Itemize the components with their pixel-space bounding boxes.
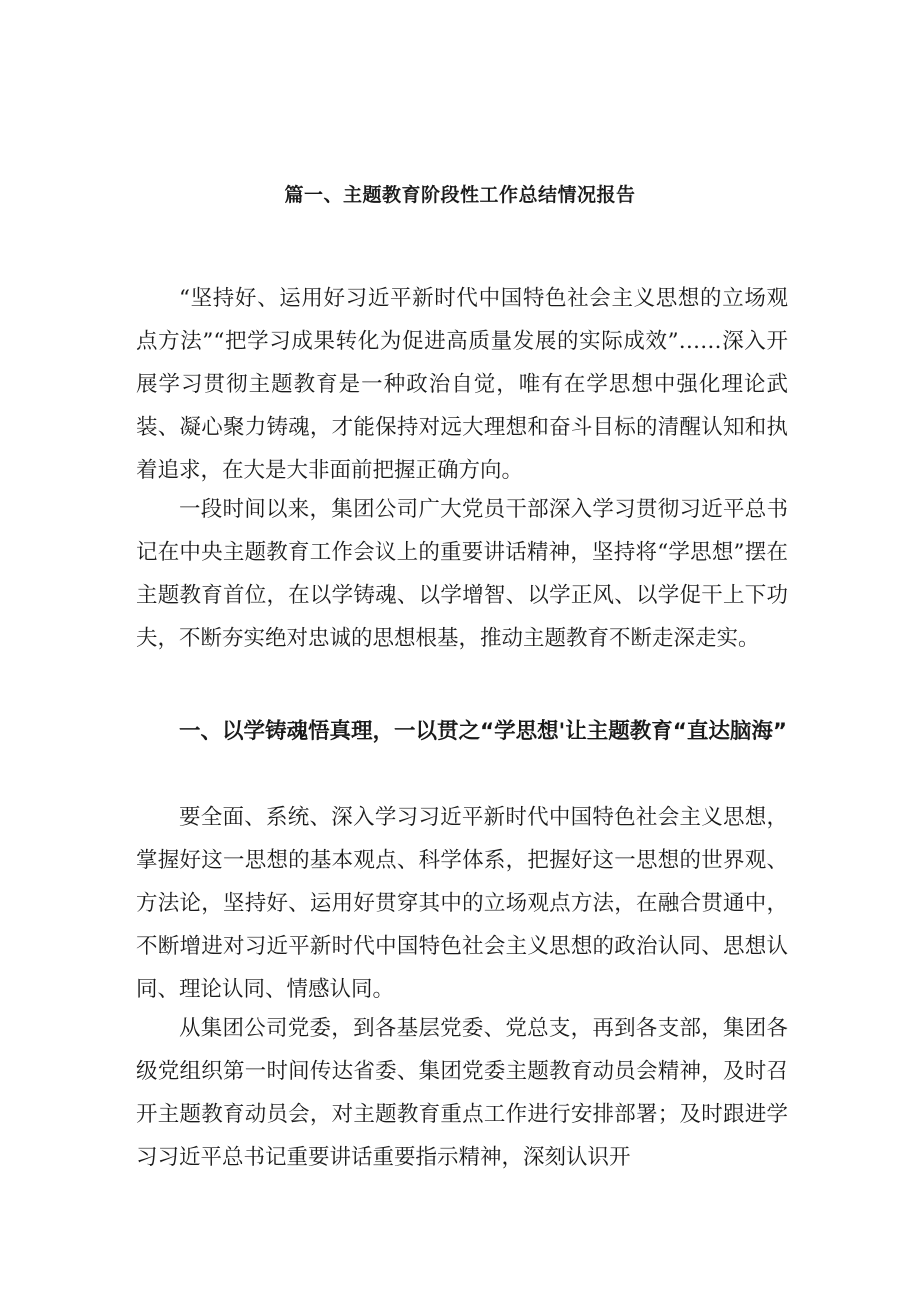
- paragraph-text: 要全面、系统、深入学习习近平新时代中国特色社会主义思想，掌握好这一思想的基本观点、科学体系，把握好这一思想的世界观、方法论，坚持好、运用好贯穿其中的立场观点方法，在融合贯通中，不断增进对习近平新时代中国特色社会主义思想的政治认同、思想认同、理论认同、情感认同。: [136, 805, 788, 1002]
- section-1-paragraph-2: [136, 1007, 788, 1179]
- document-title: 篇一、主题教育阶段性工作总结情况报告: [284, 184, 636, 206]
- section-1-paragraph-1: [136, 796, 788, 1011]
- section-heading-1: 一、以学铸魂悟真理，一以贯之“学思想'让主题教育“直达脑海”: [179, 719, 787, 744]
- intro-paragraph-2: [136, 488, 788, 660]
- paragraph-text: 一段时间以来，集团公司广大党员干部深入学习贯彻习近平总书记在中央主题教育工作会议上的重要讲话精神，坚持将“学思想”摆在主题教育首位，在以学铸魂、以学增智、以学正风、以学促干上下功夫，不断夯实绝对忠诚的思想根基，推动主题教育不断走深走实。: [136, 497, 788, 651]
- paragraph-text: “坚持好、运用好习近平新时代中国特色社会主义思想的立场观点方法”“把学习成果转化为促进高质量发展的实际成效”……深入开展学习贯彻主题教育是一种政治自觉，唯有在学思想中强化理论武装、凝心聚力铸魂，才能保持对远大理想和奋斗目标的清醒认知和执着追求，在大是大非面前把握正确方向。: [136, 286, 788, 483]
- paragraph-text: 从集团公司党委，到各基层党委、党总支，再到各支部，集团各级党组织第一时间传达省委、集团党委主题教育动员会精神，及时召开主题教育动员会，对主题教育重点工作进行安排部署；及时跟进学习习近平总书记重要讲话重要指示精神，深刻认识开: [136, 1016, 788, 1170]
- intro-paragraph-1: [136, 277, 788, 492]
